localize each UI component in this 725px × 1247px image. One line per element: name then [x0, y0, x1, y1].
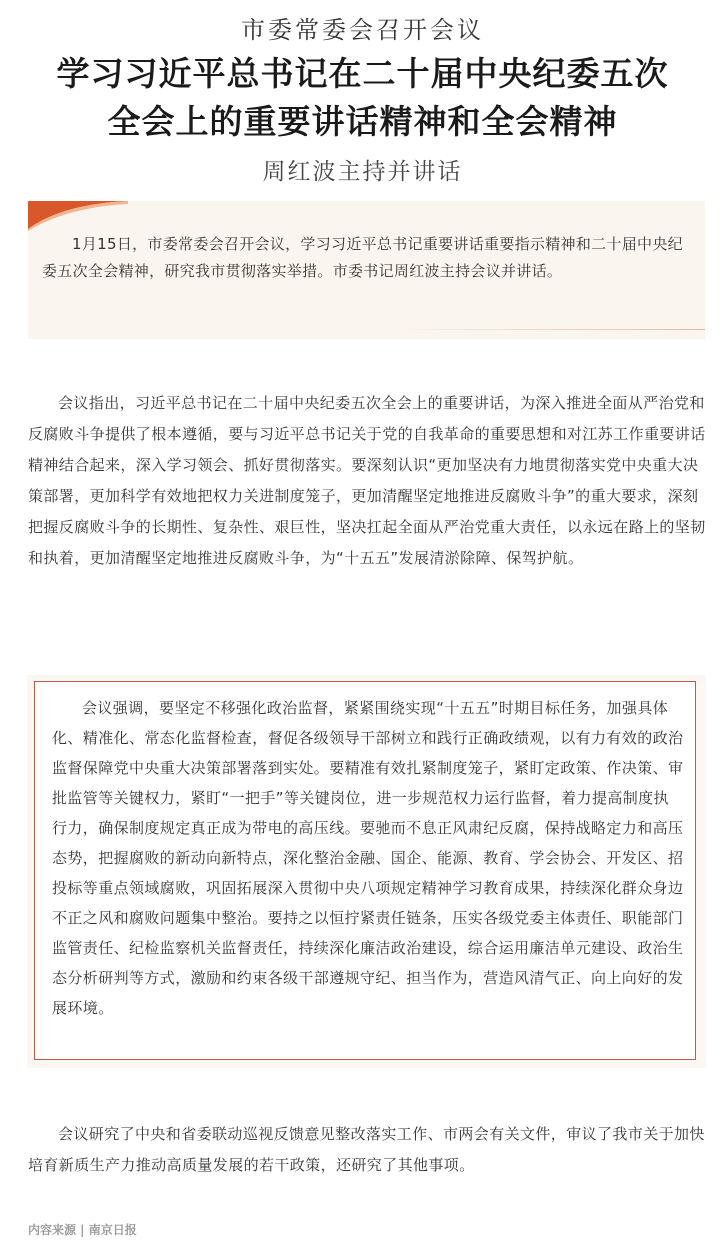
- body-paragraph-1: 会议指出，习近平总书记在二十届中央纪委五次全会上的重要讲话，为深入推进全面从严治党和反腐败斗争提供了根本遵循，要与习近平总书记关于党的自我革命的重要思想和对江苏工作重要讲话精神结合起来，深入学习领会、抓好贯彻落实。要深刻认识“更加坚决有力地贯彻落实党中央重大决策部署，更加科学有效地把权力关进制度笼子，更加清醒坚定地推进反腐败斗争”的重大要求，深刻把握反腐败斗争的长期性、复杂性、艰巨性，坚决扛起全面从严治党重大责任，以永远在路上的坚韧和执着，更加清醒坚定地推进反腐败斗争，为“十五五”发展清淤除障、保驾护航。: [28, 394, 706, 567]
- headline-line-1: 学习习近平总书记在二十届中央纪委五次: [56, 54, 669, 93]
- highlight-box: [34, 681, 696, 1060]
- article-headline: [0, 50, 725, 146]
- body-paragraph-2: 会议研究了中央和省委联动巡视反馈意见整改落实工作、市两会有关文件，审议了我市关于加快培育新质生产力推动高质量发展的若干政策，还研究了其他事项。: [28, 1125, 705, 1174]
- lead-divider: [395, 329, 705, 330]
- boxed-paragraph: 会议强调，要坚定不移强化政治监督，紧紧围绕实现“十五五”时期目标任务，加强具体化、精准化、常态化监督检查，督促各级领导干部树立和践行正确政绩观，以有力有效的政治监督保障党中央重大决策部署落到实处。要精准有效扎紧制度笼子，紧盯定政策、作决策、审批监管等关键权力，紧盯“一把手”等关键岗位，进一步规范权力运行监督，着力提高制度执行力，确保制度规定真正成为带电的高压线。要驰而不息正风肃纪反腐，保持战略定力和高压态势，把握腐败的新动向新特点，深化整治金融、国企、能源、教育、学会协会、开发区、招投标等重点领域腐败，巩固拓展深入贯彻中央八项规定精神学习教育成果，持续深化群众身边不正之风和腐败问题集中整治。要持之以恒拧紧责任链条，压实各级党委主体责任、职能部门监管责任、纪检监察机关监督责任，持续深化廉洁政治建设，综合运用廉洁单元建设、政治生态分析研判等方式，激励和约束各级干部遵规守纪、担当作为，营造风清气正、向上向好的发展环境。: [52, 699, 684, 1017]
- headline-line-2: 全会上的重要讲话精神和全会精神: [107, 102, 618, 141]
- lead-paragraph: 1月15日，市委常委会召开会议，学习习近平总书记重要讲话重要指示精神和二十届中央纪委五次全会精神，研究我市贯彻落实举措。市委书记周红波主持会议并讲话。: [42, 235, 683, 280]
- article-kicker: 市委常委会召开会议: [241, 16, 484, 44]
- corner-accent-icon: [28, 201, 128, 231]
- lead-box: [28, 201, 705, 339]
- article-subheadline: 周红波主持并讲话: [262, 159, 463, 185]
- content-source: 内容来源 | 南京日报: [28, 1223, 137, 1237]
